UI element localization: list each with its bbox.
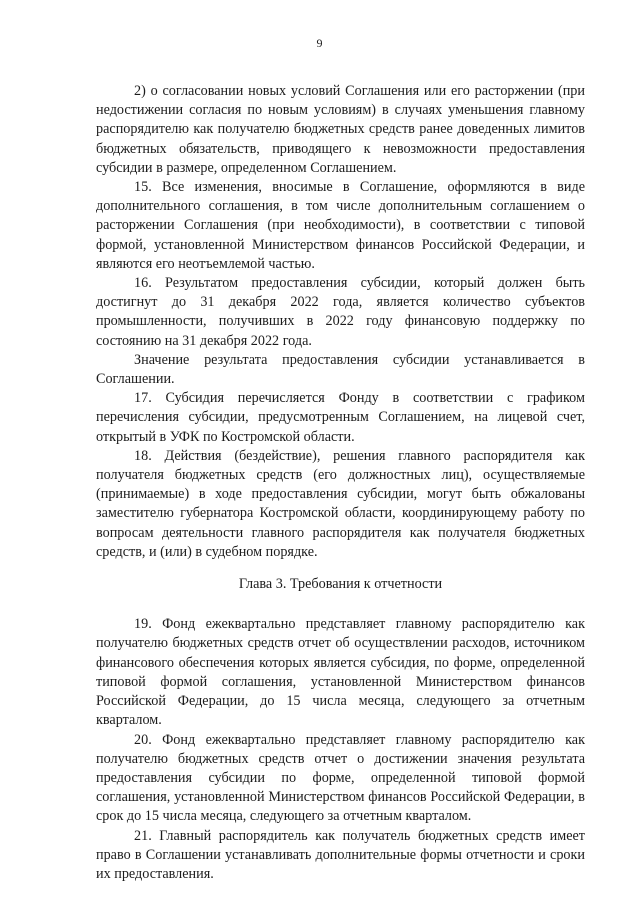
paragraph-item-2-agreement-revision: 2) о согласовании новых условий Соглашения или его расторжении (при недостижении согласия по новым условиям) в случаях уменьшения главному распорядителю как получателю бюджетных средств ранее доведенных лимитов бюджетных обязательств, приводящего к невозможности предоставления субсидии в размере, определенном Соглашением. (96, 83, 585, 176)
paragraph-21-additional-forms: 21. Главный распорядитель как получатель бюджетных средств имеет право в Соглашении устанавливать дополнительные формы отчетности и сроки их предоставления. (96, 827, 585, 882)
paragraph-result-value: Значение результата предоставления субсидии устанавливается в Соглашении. (96, 351, 585, 388)
paragraph-20-result-report: 20. Фонд ежеквартально представляет главному распорядителю как получателю бюджетных средств отчет о достижении значения результата предоставления субсидии по форме, определенной типовой формой соглашения, установленной Министерством финансов Российской Федерации, в срок до 15 числа месяца, следующего за отчетным кварталом. (96, 731, 585, 825)
paragraph-19-expense-report: 19. Фонд ежеквартально представляет главному распорядителю как получателю бюджетных средств отчет об осуществлении расходов, источником финансового обеспечения которых является субсидия, по форме, определенной типовой формой соглашения, установленной Министерством финансов Российской Федерации, до 15 числа месяца, следующего за отчетным кварталом. (96, 616, 585, 729)
paragraph-16-subsidy-result: 16. Результатом предоставления субсидии, который должен быть достигнут до 31 декабря 2022 года, является количество субъектов промышленности, получивших в 2022 году финансовую поддержку по состоянию на 31 декабря 2022 года. (96, 275, 585, 349)
paragraph-17-subsidy-transfer: 17. Субсидия перечисляется Фонду в соответствии с графиком перечисления субсидии, предусмотренным Соглашением, на лицевой счет, открытый в УФК по Костромской области. (96, 390, 585, 445)
paragraph-18-appeals: 18. Действия (бездействие), решения главного распорядителя как получателя бюджетных средств (его должностных лиц), осуществляемые (принимаемые) в ходе предоставления субсидии, могут быть обжалованы заместителю губернатора Костромской области, координирующему работу по вопросам деятельности главного распорядителя как получателя бюджетных средств, и (или) в судебном порядке. (96, 447, 585, 560)
document-body (96, 82, 585, 884)
paragraph-15-agreement-changes: 15. Все изменения, вносимые в Соглашение, оформляются в виде дополнительного соглашения, в том числе дополнительным соглашением о расторжении Соглашения (при необходимости), в соответствии с типовой формой, установленной Министерством финансов Российской Федерации, и являются его неотъемлемой частью. (96, 179, 585, 272)
page-number: 9 (316, 36, 323, 50)
chapter-heading: Глава 3. Требования к отчетности (238, 576, 443, 593)
